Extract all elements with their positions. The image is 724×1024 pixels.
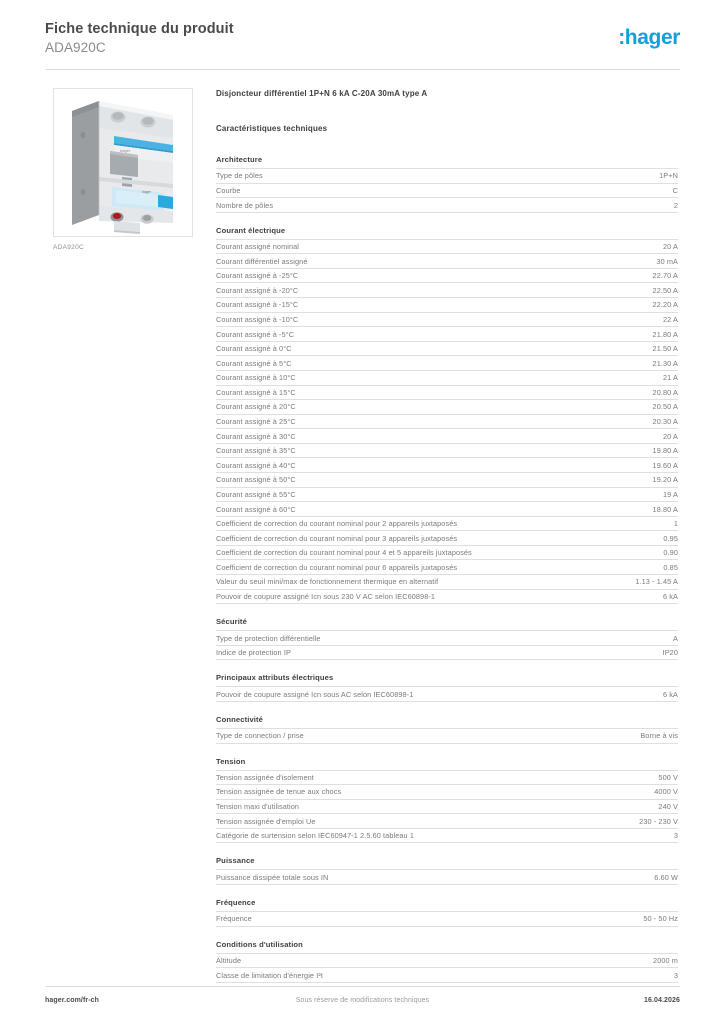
table-row bbox=[216, 631, 678, 646]
spec-value: 21 A bbox=[568, 370, 678, 385]
footer-date: 16.04.2026 bbox=[643, 997, 680, 1004]
table-row bbox=[216, 560, 678, 575]
spec-value: 0.95 bbox=[568, 531, 678, 546]
spec-label: Courant assigné à 60°C bbox=[216, 502, 568, 517]
spec-label: Courant assigné à 5°C bbox=[216, 356, 568, 371]
section-title: Courant électrique bbox=[216, 225, 286, 235]
spec-value: 3 bbox=[568, 968, 678, 983]
table-row bbox=[216, 814, 678, 829]
spec-value: 22 A bbox=[568, 312, 678, 327]
footer-website[interactable]: hager.com/fr-ch bbox=[45, 997, 100, 1004]
specs-heading: Caractéristiques techniques bbox=[216, 124, 328, 133]
table-row bbox=[216, 254, 678, 269]
spec-label: Courant assigné nominal bbox=[216, 239, 568, 254]
spec-label: Courant assigné à -20°C bbox=[216, 283, 568, 298]
table-row bbox=[216, 645, 678, 660]
table-row bbox=[216, 502, 678, 517]
spec-label: Puissance dissipée totale sous IN bbox=[216, 870, 568, 885]
table-row bbox=[216, 312, 678, 327]
spec-value: A bbox=[568, 631, 678, 646]
spec-label: Tension maxi d'utilisation bbox=[216, 799, 568, 814]
spec-section bbox=[216, 757, 678, 844]
spec-value: 1P+N bbox=[568, 169, 678, 184]
table-row bbox=[216, 911, 678, 926]
circuit-breaker-illustration bbox=[54, 89, 192, 236]
table-row bbox=[216, 385, 678, 400]
spec-label: Pouvoir de coupure assigné Icn sous 230 V AC selon IEC60898-1 bbox=[216, 589, 568, 604]
spec-value: 20.50 A bbox=[568, 400, 678, 415]
spec-table bbox=[216, 239, 678, 604]
section-title: Principaux attributs électriques bbox=[216, 673, 334, 683]
table-row bbox=[216, 370, 678, 385]
spec-value: 19.60 A bbox=[568, 458, 678, 473]
product-image-caption: ADA920C bbox=[53, 244, 85, 251]
specifications-column bbox=[216, 88, 678, 983]
table-row bbox=[216, 589, 678, 604]
spec-label: Courant différentiel assigné bbox=[216, 254, 568, 269]
table-row bbox=[216, 169, 678, 184]
spec-label: Courant assigné à 40°C bbox=[216, 458, 568, 473]
spec-table bbox=[216, 911, 678, 927]
spec-value: C bbox=[568, 183, 678, 198]
spec-label: Courant assigné à 55°C bbox=[216, 487, 568, 502]
spec-table bbox=[216, 630, 678, 660]
table-row bbox=[216, 728, 678, 743]
spec-section bbox=[216, 617, 678, 660]
spec-label: Altitude bbox=[216, 953, 568, 968]
spec-label: Courant assigné à 15°C bbox=[216, 385, 568, 400]
spec-label: Courant assigné à -10°C bbox=[216, 312, 568, 327]
spec-section bbox=[216, 226, 678, 604]
spec-label: Nombre de pôles bbox=[216, 198, 568, 213]
table-row bbox=[216, 516, 678, 531]
spec-value: 6 kA bbox=[568, 687, 678, 702]
spec-value: 20 A bbox=[568, 239, 678, 254]
spec-value: 1 bbox=[568, 516, 678, 531]
svg-text:hager: hager bbox=[120, 148, 131, 153]
product-reference: ADA920C bbox=[45, 40, 106, 55]
spec-value: 0.90 bbox=[568, 545, 678, 560]
spec-label: Coefficient de correction du courant nominal pour 3 appareils juxtaposés bbox=[216, 531, 568, 546]
product-name: Disjoncteur différentiel 1P+N 6 kA C-20A 30mA type A bbox=[216, 89, 428, 98]
spec-label: Coefficient de correction du courant nominal pour 6 appareils juxtaposés bbox=[216, 560, 568, 575]
spec-value: 22.50 A bbox=[568, 283, 678, 298]
spec-value: 21.80 A bbox=[568, 327, 678, 342]
spec-section bbox=[216, 715, 678, 744]
spec-label: Coefficient de correction du courant nominal pour 4 et 5 appareils juxtaposés bbox=[216, 545, 568, 560]
spec-value: 20.80 A bbox=[568, 385, 678, 400]
spec-section bbox=[216, 898, 678, 927]
table-row bbox=[216, 828, 678, 843]
spec-label: Type de connection / prise bbox=[216, 728, 568, 743]
spec-label: Type de protection différentielle bbox=[216, 631, 568, 646]
spec-label: Courant assigné à 20°C bbox=[216, 400, 568, 415]
table-row bbox=[216, 785, 678, 800]
spec-label: Catégorie de surtension selon IEC60947-1 2.5.60 tableau 1 bbox=[216, 828, 568, 843]
table-row bbox=[216, 687, 678, 702]
section-title: Architecture bbox=[216, 155, 263, 164]
spec-value: IP20 bbox=[568, 645, 678, 660]
section-title: Fréquence bbox=[216, 897, 256, 907]
section-title: Conditions d'utilisation bbox=[216, 939, 303, 949]
spec-table bbox=[216, 869, 678, 885]
spec-section bbox=[216, 940, 678, 983]
spec-value: 30 mA bbox=[568, 254, 678, 269]
spec-label: Fréquence bbox=[216, 911, 568, 926]
spec-label: Coefficient de correction du courant nominal pour 2 appareils juxtaposés bbox=[216, 516, 568, 531]
spec-value: 21.50 A bbox=[568, 341, 678, 356]
table-row bbox=[216, 327, 678, 342]
spec-value: Borne à vis bbox=[568, 728, 678, 743]
table-row bbox=[216, 472, 678, 487]
table-row bbox=[216, 400, 678, 415]
section-title: Tension bbox=[216, 756, 246, 766]
spec-value: 6.60 W bbox=[568, 870, 678, 885]
spec-value: 6 kA bbox=[568, 589, 678, 604]
spec-section bbox=[216, 155, 678, 213]
spec-label: Courant assigné à 35°C bbox=[216, 443, 568, 458]
table-row bbox=[216, 183, 678, 198]
footer-disclaimer: Sous réserve de modifications techniques bbox=[295, 997, 430, 1004]
svg-text:hager: hager bbox=[142, 190, 151, 194]
spec-label: Pouvoir de coupure assigné Icn sous AC selon IEC60898-1 bbox=[216, 687, 568, 702]
table-row bbox=[216, 953, 678, 968]
section-title: Sécurité bbox=[216, 617, 247, 627]
table-row bbox=[216, 545, 678, 560]
table-row bbox=[216, 487, 678, 502]
section-title: Connectivité bbox=[216, 714, 264, 724]
spec-value: 18.80 A bbox=[568, 502, 678, 517]
table-row bbox=[216, 341, 678, 356]
spec-value: 3 bbox=[568, 828, 678, 843]
spec-label: Courant assigné à -25°C bbox=[216, 268, 568, 283]
spec-value: 2000 m bbox=[568, 953, 678, 968]
table-row bbox=[216, 870, 678, 885]
table-row bbox=[216, 356, 678, 371]
spec-value: 19 A bbox=[568, 487, 678, 502]
table-row bbox=[216, 443, 678, 458]
spec-value: 4000 V bbox=[568, 785, 678, 800]
spec-sections bbox=[216, 155, 678, 983]
table-row bbox=[216, 283, 678, 298]
table-row bbox=[216, 531, 678, 546]
table-row bbox=[216, 239, 678, 254]
spec-table bbox=[216, 953, 678, 983]
hager-logo: :hager bbox=[618, 26, 680, 49]
spec-label: Classe de limitation d'énergie I²t bbox=[216, 968, 568, 983]
spec-table bbox=[216, 770, 678, 844]
spec-table bbox=[216, 728, 678, 744]
spec-value: 500 V bbox=[568, 770, 678, 785]
table-row bbox=[216, 799, 678, 814]
page-footer bbox=[45, 997, 680, 1011]
spec-label: Tension assignée de tenue aux chocs bbox=[216, 785, 568, 800]
spec-value: 22.70 A bbox=[568, 268, 678, 283]
spec-value: 22.20 A bbox=[568, 298, 678, 313]
spec-label: Type de pôles bbox=[216, 169, 568, 184]
table-row bbox=[216, 458, 678, 473]
spec-value: 0.85 bbox=[568, 560, 678, 575]
table-row bbox=[216, 429, 678, 444]
spec-label: Courant assigné à -15°C bbox=[216, 298, 568, 313]
spec-section bbox=[216, 856, 678, 885]
table-row bbox=[216, 414, 678, 429]
footer-divider bbox=[45, 986, 680, 987]
spec-value: 19.80 A bbox=[568, 443, 678, 458]
table-row bbox=[216, 968, 678, 983]
section-title: Puissance bbox=[216, 856, 255, 866]
table-row bbox=[216, 298, 678, 313]
spec-value: 19.20 A bbox=[568, 472, 678, 487]
spec-value: 240 V bbox=[568, 799, 678, 814]
spec-value: 20 A bbox=[568, 429, 678, 444]
spec-label: Tension assignée d'isolement bbox=[216, 770, 568, 785]
spec-section bbox=[216, 673, 678, 702]
spec-value: 2 bbox=[568, 198, 678, 213]
spec-value: 21.30 A bbox=[568, 356, 678, 371]
spec-label: Courant assigné à 0°C bbox=[216, 341, 568, 356]
spec-value: 230 - 230 V bbox=[568, 814, 678, 829]
spec-label: Courant assigné à 10°C bbox=[216, 370, 568, 385]
spec-value: 20.30 A bbox=[568, 414, 678, 429]
spec-label: Courbe bbox=[216, 183, 568, 198]
spec-label: Courant assigné à 50°C bbox=[216, 472, 568, 487]
spec-table bbox=[216, 686, 678, 702]
product-image bbox=[53, 88, 193, 237]
page-header bbox=[45, 20, 680, 68]
spec-label: Courant assigné à 25°C bbox=[216, 414, 568, 429]
spec-label: Courant assigné à 30°C bbox=[216, 429, 568, 444]
table-row bbox=[216, 770, 678, 785]
spec-label: Valeur du seuil mini/max de fonctionnement thermique en alternatif bbox=[216, 575, 568, 590]
table-row bbox=[216, 198, 678, 213]
spec-value: 50 - 50 Hz bbox=[568, 911, 678, 926]
table-row bbox=[216, 575, 678, 590]
page-title: Fiche technique du produit bbox=[45, 21, 234, 37]
spec-label: Tension assignée d'emploi Ue bbox=[216, 814, 568, 829]
spec-label: Courant assigné à -5°C bbox=[216, 327, 568, 342]
table-row bbox=[216, 268, 678, 283]
header-divider bbox=[45, 69, 680, 70]
spec-label: Indice de protection IP bbox=[216, 645, 568, 660]
spec-table bbox=[216, 168, 678, 213]
spec-value: 1.13 - 1.45 A bbox=[568, 575, 678, 590]
